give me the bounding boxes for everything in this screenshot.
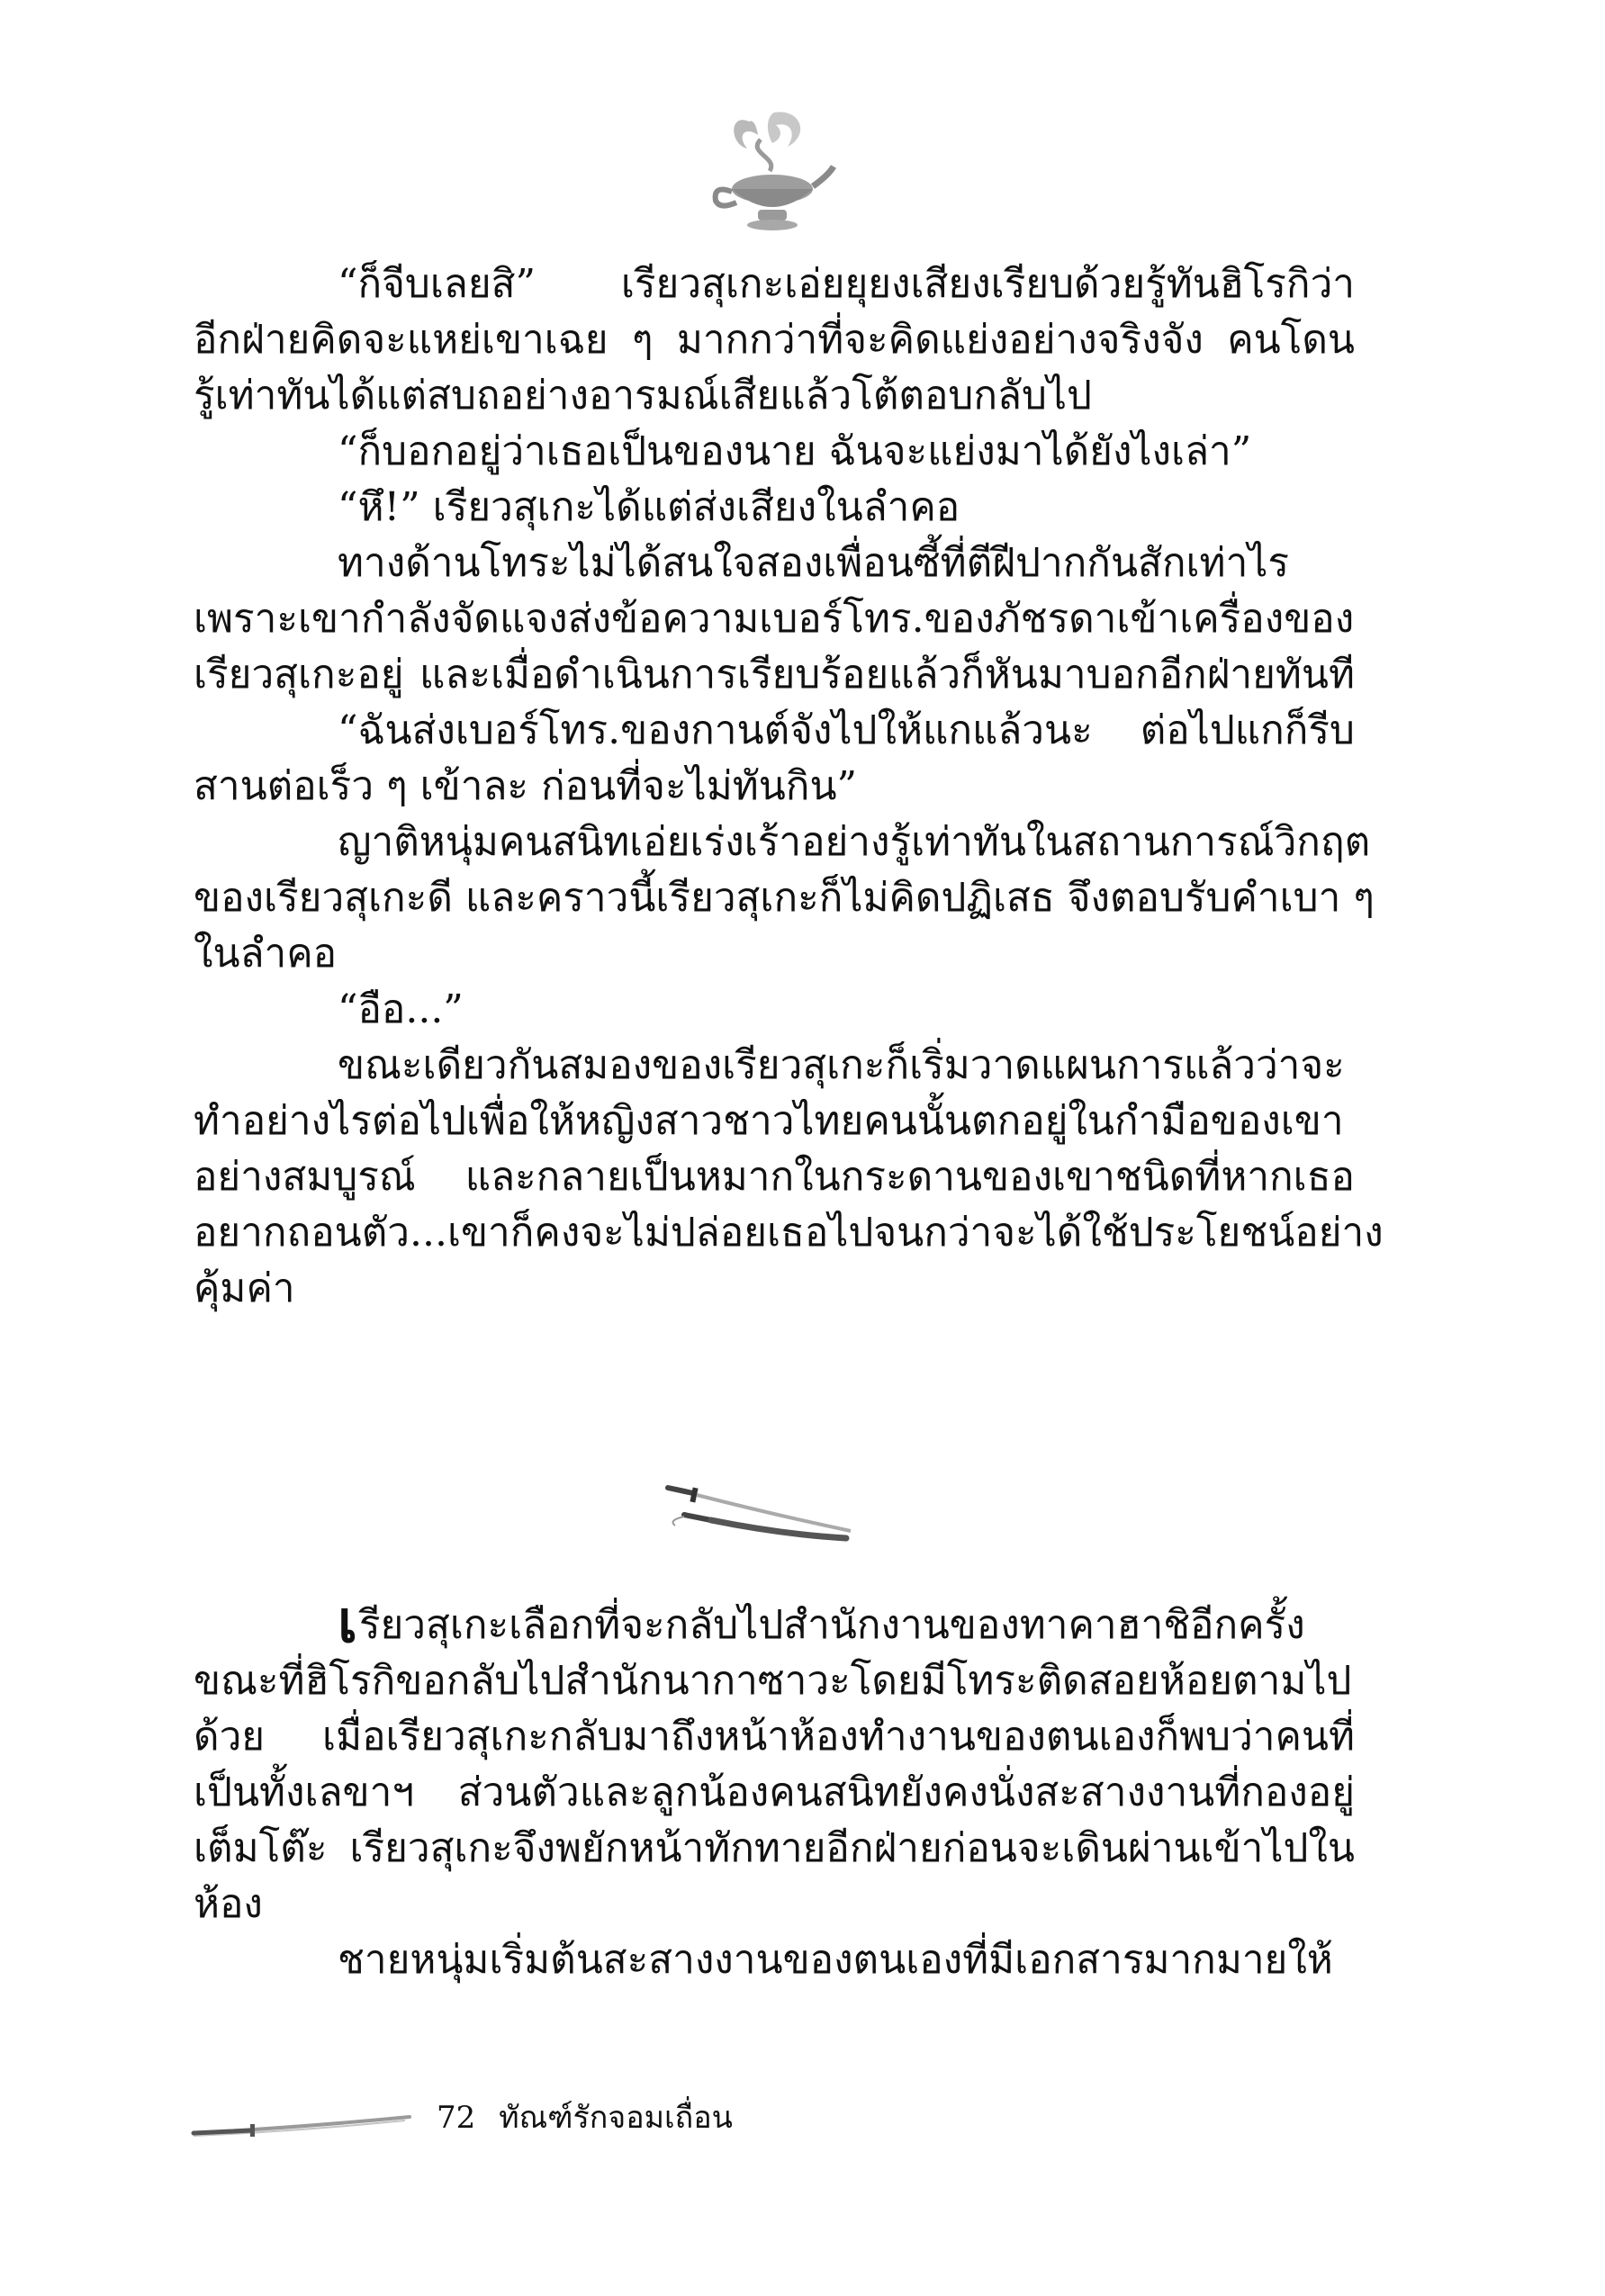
text-line: ขณะที่ฮิโรกิขอกลับไปสำนักนากาซาวะโดยมีโทระติดสอยห้อยตามไป — [194, 1658, 1352, 1704]
book-title: ทัณฑ์รักจอมเถื่อน — [499, 2100, 733, 2136]
text-line: ทางด้านโทระไม่ได้สนใจสองเพื่อนซี้ที่ตีฝีปากกันสักเท่าไร — [338, 540, 1290, 586]
text-line: สานต่อเร็ว ๆ เข้าละ ก่อนที่จะไม่ทันกิน” — [194, 763, 858, 809]
text-line: ในลำคอ — [194, 931, 338, 977]
text-line: ห้อง — [194, 1881, 263, 1927]
text-line: เพราะเขากำลังจัดแจงส่งข้อความเบอร์โทร.ของภัชรดาเข้าเครื่องของ — [194, 596, 1355, 642]
text-line: เป็นทั้งเลขาฯ ส่วนตัวและลูกน้องคนสนิทยังคงนั่งสะสางงานที่กองอยู่ — [194, 1769, 1355, 1815]
text-line — [194, 1589, 1355, 1656]
text-line: เต็มโต๊ะ เรียวสุเกะจึงพยักหน้าทักทายอีกฝ่ายก่อนจะเดินผ่านเข้าไปใน — [194, 1825, 1355, 1871]
text-span: รียวสุเกะเลือกที่จะกลับไปสำนักงานของทาคาฮาชิอีกครั้ง — [358, 1602, 1305, 1648]
footer-text — [437, 2097, 756, 2138]
text-line: อีกฝ่ายคิดจะแหย่เขาเฉย ๆ มากกว่าที่จะคิดแย่งอย่างจริงจัง คนโดน — [194, 317, 1355, 363]
drop-cap: เ — [338, 1589, 357, 1656]
text-line: ขณะเดียวกันสมองของเรียวสุเกะก็เริ่มวาดแผนการแล้วว่าจะ — [338, 1042, 1345, 1088]
text-line: “อือ...” — [338, 986, 464, 1032]
text-line: รู้เท่าทันได้แต่สบถอย่างอารมณ์เสียแล้วโต้ตอบกลับไป — [194, 373, 1092, 419]
katana-icon — [189, 2106, 414, 2142]
text-line: “ก็จีบเลยสิ” เรียวสุเกะเอ่ยยุยงเสียงเรียบด้วยรู้ทันฮิโรกิว่า — [338, 261, 1355, 307]
text-line: “หึ!” เรียวสุเกะได้แต่ส่งเสียงในลำคอ — [338, 484, 960, 530]
genie-lamp-icon — [693, 104, 837, 239]
paragraph-block-2 — [194, 1589, 1355, 1988]
text-line: “ก็บอกอยู่ว่าเธอเป็นของนาย ฉันจะแย่งมาได้ยังไงเล่า” — [338, 428, 1252, 474]
page-footer — [189, 2097, 819, 2142]
text-line: ชายหนุ่มเริ่มต้นสะสางงานของตนเองที่มีเอกสารมากมายให้ — [338, 1937, 1333, 1983]
text-line: ทำอย่างไรต่อไปเพื่อให้หญิงสาวชาวไทยคนนั้นตกอยู่ในกำมือของเขา — [194, 1098, 1344, 1144]
text-line: คุ้มค่า — [194, 1265, 295, 1311]
katana-icon — [657, 1481, 864, 1553]
text-line: อย่างสมบูรณ์ และกลายเป็นหมากในกระดานของเขาชนิดที่หากเธอ — [194, 1154, 1355, 1200]
text-line: ด้วย เมื่อเรียวสุเกะกลับมาถึงหน้าห้องทำงานของตนเองก็พบว่าคนที่ — [194, 1714, 1355, 1760]
text-line: เรียวสุเกะอยู่ และเมื่อดำเนินการเรียบร้อยแล้วก็หันมาบอกอีกฝ่ายทันที — [194, 652, 1355, 698]
text-line: “ฉันส่งเบอร์โทร.ของกานต์จังไปให้แกแล้วนะ ต่อไปแกก็รีบ — [338, 707, 1355, 753]
paragraph-block-1 — [194, 257, 1384, 1317]
text-line: อยากถอนตัว...เขาก็คงจะไม่ปล่อยเธอไปจนกว่าจะได้ใช้ประโยชน์อย่าง — [194, 1210, 1384, 1256]
text-line: ญาติหนุ่มคนสนิทเอ่ยเร่งเร้าอย่างรู้เท่าทันในสถานการณ์วิกฤต — [338, 819, 1371, 865]
page-number: 72 — [437, 2100, 476, 2136]
text-line: ของเรียวสุเกะดี และคราวนี้เรียวสุเกะก็ไม่คิดปฏิเสธ จึงตอบรับคำเบา ๆ — [194, 875, 1375, 921]
